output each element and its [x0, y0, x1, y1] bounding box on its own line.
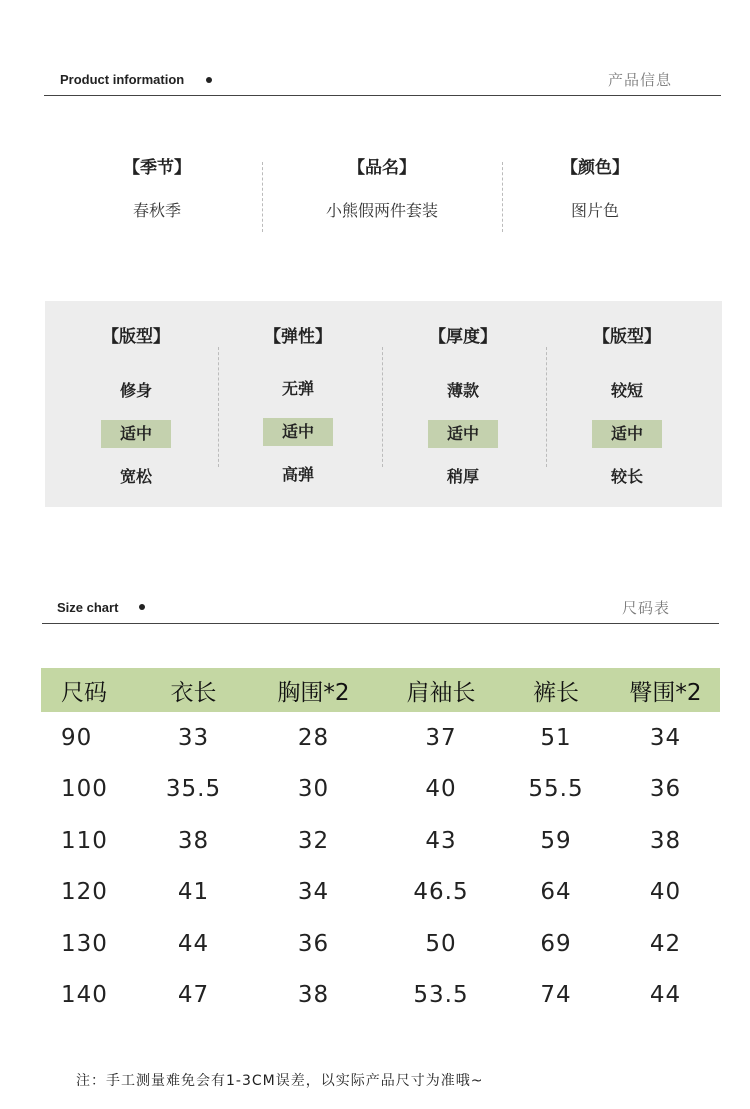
table-cell: 69	[540, 930, 572, 957]
table-cell: 37	[425, 724, 457, 751]
info-value: 图片色	[570, 201, 619, 220]
table-cell: 40	[425, 776, 457, 803]
table-row	[41, 815, 720, 867]
table-cell: 32	[297, 827, 330, 854]
table-cell: 110	[61, 827, 108, 854]
size-chart-title-cn: 尺码表	[622, 599, 671, 617]
table-row	[41, 712, 720, 764]
table-cell: 50	[425, 930, 457, 957]
column-header: 裤长	[501, 668, 611, 712]
attribute-option: 修身	[119, 381, 152, 400]
table-row	[41, 764, 720, 816]
column-header: 臀围*2	[611, 668, 720, 712]
table-header-row	[41, 668, 720, 712]
table-cell: 59	[540, 827, 572, 854]
table-cell: 47	[177, 982, 210, 1009]
table-cell: 90	[61, 724, 93, 751]
column-divider	[262, 162, 263, 232]
attribute-label: 【版型】	[102, 327, 170, 347]
attribute-label: 【版型】	[593, 327, 661, 347]
column-divider	[382, 347, 383, 467]
table-cell: 40	[649, 879, 682, 906]
bullet-dot-icon	[206, 77, 212, 83]
table-cell: 35.5	[165, 776, 222, 803]
section-divider	[44, 95, 721, 96]
info-label: 【颜色】	[561, 158, 629, 178]
table-cell: 53.5	[413, 982, 469, 1009]
column-header: 尺码	[41, 668, 141, 712]
table-row	[41, 867, 720, 919]
table-cell: 130	[61, 930, 108, 957]
table-cell: 46.5	[413, 879, 469, 906]
table-cell: 44	[177, 930, 210, 957]
info-color	[495, 153, 695, 221]
attribute-option: 稍厚	[446, 467, 479, 486]
column-divider	[218, 347, 219, 467]
table-cell: 30	[297, 776, 330, 803]
table-cell: 41	[177, 879, 210, 906]
attribute-label: 【弹性】	[264, 327, 332, 347]
measurement-note: 注：手工测量难免会有1-3CM误差，以实际产品尺寸为准哦~	[76, 1073, 484, 1089]
table-cell: 42	[649, 930, 682, 957]
attribute-length	[567, 325, 687, 491]
attribute-option: 高弹	[281, 465, 314, 484]
table-cell: 51	[540, 724, 572, 751]
attribute-option: 无弹	[281, 379, 314, 398]
table-cell: 34	[649, 724, 682, 751]
table-cell: 34	[297, 879, 330, 906]
table-cell: 38	[649, 827, 682, 854]
product-info-title-en: Product information	[60, 72, 185, 87]
attribute-option-selected: 适中	[428, 420, 498, 448]
table-cell: 140	[61, 982, 108, 1009]
section-divider	[42, 623, 719, 624]
attribute-option-selected: 适中	[101, 420, 171, 448]
table-cell: 36	[649, 776, 682, 803]
info-value: 春秋季	[132, 201, 181, 220]
info-value: 小熊假两件套装	[325, 201, 438, 220]
info-season	[57, 153, 257, 221]
attribute-option-selected: 适中	[263, 418, 333, 446]
column-header: 肩袖长	[381, 668, 501, 712]
size-chart-title-en: Size chart	[57, 600, 119, 615]
column-header: 胸围*2	[246, 668, 381, 712]
table-cell: 28	[297, 724, 330, 751]
info-label: 【品名】	[348, 158, 416, 178]
size-table	[41, 668, 720, 1021]
table-cell: 55.5	[528, 776, 584, 803]
attribute-fit	[76, 325, 196, 491]
table-cell: 64	[540, 879, 572, 906]
column-divider	[546, 347, 547, 467]
table-cell: 44	[649, 982, 682, 1009]
attribute-option: 薄款	[446, 381, 479, 400]
bullet-dot-icon	[139, 604, 145, 610]
attribute-option: 较短	[610, 381, 643, 400]
product-info-title-cn: 产品信息	[608, 71, 673, 89]
attribute-option: 较长	[610, 467, 643, 486]
table-cell: 43	[425, 827, 457, 854]
table-cell: 38	[177, 827, 210, 854]
table-cell: 74	[540, 982, 572, 1009]
table-cell: 33	[177, 724, 210, 751]
column-header: 衣长	[141, 668, 246, 712]
table-cell: 100	[61, 776, 108, 803]
table-row	[41, 918, 720, 970]
attribute-label: 【厚度】	[429, 327, 497, 347]
attribute-elasticity	[238, 325, 358, 489]
table-cell: 36	[297, 930, 330, 957]
info-label: 【季节】	[123, 158, 191, 178]
table-row	[41, 970, 720, 1022]
info-product-name	[282, 153, 482, 221]
table-cell: 120	[61, 879, 108, 906]
attribute-option-selected: 适中	[592, 420, 662, 448]
table-cell: 38	[297, 982, 330, 1009]
attribute-thickness	[403, 325, 523, 491]
attribute-option: 宽松	[119, 467, 152, 486]
